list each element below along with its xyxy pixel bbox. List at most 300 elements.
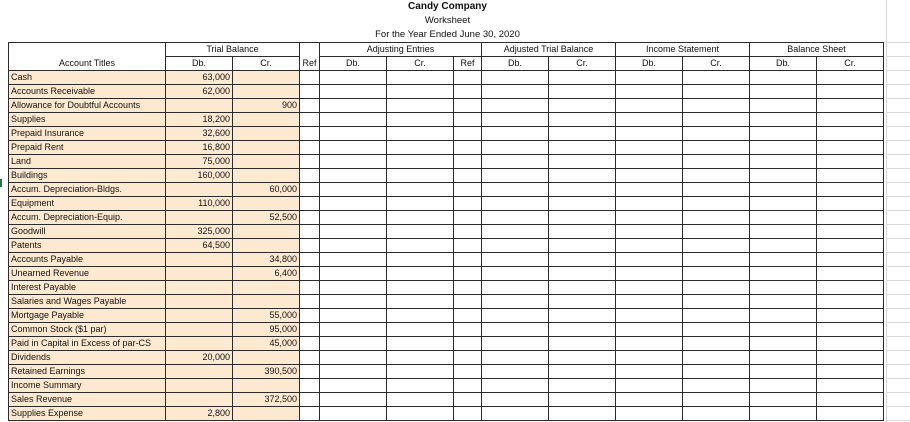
tb-debit-cell[interactable]: 63,000 [166,71,233,85]
bs-credit-cell[interactable] [817,99,884,113]
bs-credit-cell[interactable] [817,141,884,155]
bs-debit-cell[interactable] [750,407,817,421]
is-debit-cell[interactable] [616,239,683,253]
ref-1-cell[interactable] [300,393,320,407]
tb-credit-cell[interactable] [233,295,300,309]
is-debit-cell[interactable] [616,211,683,225]
adj-credit-cell[interactable] [387,169,454,183]
is-debit-cell[interactable] [616,225,683,239]
adj-credit-cell[interactable] [387,239,454,253]
tb-debit-cell[interactable]: 16,800 [166,141,233,155]
adj-debit-cell[interactable] [320,281,387,295]
atb-credit-cell[interactable] [549,155,616,169]
atb-debit-cell[interactable] [482,295,549,309]
tb-credit-cell[interactable] [233,155,300,169]
is-credit-cell[interactable] [683,197,750,211]
ref-2-cell[interactable] [454,183,482,197]
adj-credit-cell[interactable] [387,225,454,239]
ref-1-cell[interactable] [300,85,320,99]
bs-credit-cell[interactable] [817,295,884,309]
is-credit-cell[interactable] [683,365,750,379]
is-credit-cell[interactable] [683,85,750,99]
bs-credit-cell[interactable] [817,379,884,393]
is-credit-cell[interactable] [683,337,750,351]
atb-credit-cell[interactable] [549,169,616,183]
ref-1-cell[interactable] [300,155,320,169]
ref-2-cell[interactable] [454,365,482,379]
bs-debit-cell[interactable] [750,127,817,141]
ref-2-cell[interactable] [454,309,482,323]
bs-debit-cell[interactable] [750,141,817,155]
tb-credit-cell[interactable] [233,169,300,183]
atb-debit-cell[interactable] [482,407,549,421]
atb-debit-cell[interactable] [482,267,549,281]
atb-debit-cell[interactable] [482,393,549,407]
ref-2-cell[interactable] [454,281,482,295]
adj-debit-cell[interactable] [320,85,387,99]
bs-debit-cell[interactable] [750,281,817,295]
is-credit-cell[interactable] [683,267,750,281]
ref-2-cell[interactable] [454,323,482,337]
adj-debit-cell[interactable] [320,253,387,267]
ref-1-cell[interactable] [300,169,320,183]
account-title-cell[interactable]: Accum. Depreciation-Equip. [9,211,166,225]
account-title-cell[interactable]: Supplies [9,113,166,127]
is-debit-cell[interactable] [616,393,683,407]
bs-debit-cell[interactable] [750,99,817,113]
bs-debit-cell[interactable] [750,323,817,337]
atb-credit-cell[interactable] [549,309,616,323]
bs-credit-cell[interactable] [817,225,884,239]
bs-credit-cell[interactable] [817,197,884,211]
bs-credit-cell[interactable] [817,239,884,253]
adj-debit-cell[interactable] [320,183,387,197]
account-title-cell[interactable]: Prepaid Insurance [9,127,166,141]
is-debit-cell[interactable] [616,113,683,127]
adj-debit-cell[interactable] [320,239,387,253]
is-credit-cell[interactable] [683,155,750,169]
adj-credit-cell[interactable] [387,351,454,365]
ref-2-cell[interactable] [454,141,482,155]
ref-1-cell[interactable] [300,197,320,211]
tb-debit-cell[interactable]: 62,000 [166,85,233,99]
ref-2-cell[interactable] [454,337,482,351]
atb-debit-cell[interactable] [482,309,549,323]
bs-credit-cell[interactable] [817,281,884,295]
is-credit-cell[interactable] [683,71,750,85]
tb-debit-cell[interactable]: 64,500 [166,239,233,253]
tb-debit-cell[interactable] [166,267,233,281]
adj-debit-cell[interactable] [320,351,387,365]
atb-debit-cell[interactable] [482,365,549,379]
ref-1-cell[interactable] [300,211,320,225]
account-title-cell[interactable]: Salaries and Wages Payable [9,295,166,309]
is-debit-cell[interactable] [616,99,683,113]
tb-credit-cell[interactable]: 55,000 [233,309,300,323]
bs-credit-cell[interactable] [817,393,884,407]
bs-credit-cell[interactable] [817,323,884,337]
atb-credit-cell[interactable] [549,239,616,253]
adj-credit-cell[interactable] [387,337,454,351]
tb-debit-cell[interactable] [166,379,233,393]
tb-debit-cell[interactable]: 18,200 [166,113,233,127]
atb-debit-cell[interactable] [482,99,549,113]
adj-credit-cell[interactable] [387,379,454,393]
bs-debit-cell[interactable] [750,183,817,197]
account-title-cell[interactable]: Goodwill [9,225,166,239]
atb-credit-cell[interactable] [549,197,616,211]
atb-credit-cell[interactable] [549,365,616,379]
ref-1-cell[interactable] [300,267,320,281]
bs-debit-cell[interactable] [750,365,817,379]
is-credit-cell[interactable] [683,379,750,393]
atb-debit-cell[interactable] [482,183,549,197]
is-credit-cell[interactable] [683,281,750,295]
account-title-cell[interactable]: Equipment [9,197,166,211]
ref-2-cell[interactable] [454,99,482,113]
account-title-cell[interactable]: Interest Payable [9,281,166,295]
adj-credit-cell[interactable] [387,141,454,155]
tb-credit-cell[interactable] [233,197,300,211]
ref-1-cell[interactable] [300,337,320,351]
ref-1-cell[interactable] [300,99,320,113]
adj-credit-cell[interactable] [387,211,454,225]
atb-debit-cell[interactable] [482,211,549,225]
adj-credit-cell[interactable] [387,71,454,85]
adj-credit-cell[interactable] [387,85,454,99]
tb-debit-cell[interactable]: 160,000 [166,169,233,183]
bs-debit-cell[interactable] [750,295,817,309]
adj-debit-cell[interactable] [320,211,387,225]
atb-credit-cell[interactable] [549,267,616,281]
bs-credit-cell[interactable] [817,127,884,141]
account-title-cell[interactable]: Accounts Payable [9,253,166,267]
adj-credit-cell[interactable] [387,197,454,211]
tb-debit-cell[interactable] [166,309,233,323]
adj-debit-cell[interactable] [320,337,387,351]
adj-debit-cell[interactable] [320,323,387,337]
bs-debit-cell[interactable] [750,85,817,99]
tb-debit-cell[interactable]: 2,800 [166,407,233,421]
tb-credit-cell[interactable]: 372,500 [233,393,300,407]
atb-credit-cell[interactable] [549,225,616,239]
account-title-cell[interactable]: Sales Revenue [9,393,166,407]
tb-credit-cell[interactable]: 52,500 [233,211,300,225]
is-credit-cell[interactable] [683,253,750,267]
bs-credit-cell[interactable] [817,253,884,267]
ref-1-cell[interactable] [300,253,320,267]
ref-1-cell[interactable] [300,309,320,323]
adj-debit-cell[interactable] [320,407,387,421]
bs-debit-cell[interactable] [750,197,817,211]
account-title-cell[interactable]: Patents [9,239,166,253]
bs-debit-cell[interactable] [750,239,817,253]
adj-credit-cell[interactable] [387,99,454,113]
account-title-cell[interactable]: Allowance for Doubtful Accounts [9,99,166,113]
adj-debit-cell[interactable] [320,365,387,379]
ref-1-cell[interactable] [300,71,320,85]
is-debit-cell[interactable] [616,351,683,365]
atb-debit-cell[interactable] [482,281,549,295]
is-credit-cell[interactable] [683,225,750,239]
bs-debit-cell[interactable] [750,155,817,169]
is-credit-cell[interactable] [683,309,750,323]
ref-1-cell[interactable] [300,379,320,393]
adj-debit-cell[interactable] [320,225,387,239]
atb-credit-cell[interactable] [549,113,616,127]
tb-credit-cell[interactable]: 900 [233,99,300,113]
atb-debit-cell[interactable] [482,197,549,211]
atb-credit-cell[interactable] [549,211,616,225]
ref-2-cell[interactable] [454,379,482,393]
ref-2-cell[interactable] [454,295,482,309]
adj-debit-cell[interactable] [320,393,387,407]
tb-debit-cell[interactable] [166,281,233,295]
bs-debit-cell[interactable] [750,351,817,365]
tb-credit-cell[interactable] [233,127,300,141]
account-title-cell[interactable]: Accum. Depreciation-Bldgs. [9,183,166,197]
account-title-cell[interactable]: Buildings [9,169,166,183]
bs-credit-cell[interactable] [817,85,884,99]
bs-debit-cell[interactable] [750,211,817,225]
tb-debit-cell[interactable] [166,323,233,337]
tb-credit-cell[interactable] [233,281,300,295]
ref-1-cell[interactable] [300,183,320,197]
adj-credit-cell[interactable] [387,393,454,407]
tb-debit-cell[interactable] [166,183,233,197]
tb-credit-cell[interactable]: 390,500 [233,365,300,379]
account-title-cell[interactable]: Prepaid Rent [9,141,166,155]
ref-2-cell[interactable] [454,155,482,169]
adj-debit-cell[interactable] [320,127,387,141]
adj-debit-cell[interactable] [320,113,387,127]
tb-credit-cell[interactable]: 95,000 [233,323,300,337]
is-debit-cell[interactable] [616,169,683,183]
bs-credit-cell[interactable] [817,71,884,85]
adj-debit-cell[interactable] [320,155,387,169]
is-debit-cell[interactable] [616,85,683,99]
account-title-cell[interactable]: Common Stock ($1 par) [9,323,166,337]
adj-credit-cell[interactable] [387,253,454,267]
adj-debit-cell[interactable] [320,295,387,309]
adj-credit-cell[interactable] [387,365,454,379]
ref-2-cell[interactable] [454,407,482,421]
bs-debit-cell[interactable] [750,393,817,407]
is-debit-cell[interactable] [616,295,683,309]
bs-credit-cell[interactable] [817,169,884,183]
adj-debit-cell[interactable] [320,99,387,113]
tb-debit-cell[interactable]: 325,000 [166,225,233,239]
account-title-cell[interactable]: Land [9,155,166,169]
atb-credit-cell[interactable] [549,393,616,407]
tb-debit-cell[interactable] [166,295,233,309]
ref-2-cell[interactable] [454,253,482,267]
adj-debit-cell[interactable] [320,197,387,211]
ref-1-cell[interactable] [300,323,320,337]
atb-debit-cell[interactable] [482,239,549,253]
atb-debit-cell[interactable] [482,337,549,351]
tb-credit-cell[interactable] [233,225,300,239]
is-debit-cell[interactable] [616,337,683,351]
tb-debit-cell[interactable] [166,211,233,225]
is-debit-cell[interactable] [616,323,683,337]
ref-2-cell[interactable] [454,225,482,239]
is-credit-cell[interactable] [683,169,750,183]
account-title-cell[interactable]: Retained Earnings [9,365,166,379]
ref-1-cell[interactable] [300,351,320,365]
tb-debit-cell[interactable]: 20,000 [166,351,233,365]
ref-2-cell[interactable] [454,113,482,127]
atb-debit-cell[interactable] [482,379,549,393]
is-debit-cell[interactable] [616,309,683,323]
tb-credit-cell[interactable]: 60,000 [233,183,300,197]
ref-1-cell[interactable] [300,407,320,421]
bs-debit-cell[interactable] [750,71,817,85]
is-credit-cell[interactable] [683,323,750,337]
adj-debit-cell[interactable] [320,379,387,393]
atb-debit-cell[interactable] [482,351,549,365]
adj-credit-cell[interactable] [387,309,454,323]
ref-1-cell[interactable] [300,225,320,239]
tb-debit-cell[interactable] [166,253,233,267]
ref-2-cell[interactable] [454,211,482,225]
ref-1-cell[interactable] [300,295,320,309]
bs-credit-cell[interactable] [817,351,884,365]
tb-credit-cell[interactable] [233,113,300,127]
atb-credit-cell[interactable] [549,379,616,393]
tb-credit-cell[interactable] [233,85,300,99]
account-title-cell[interactable]: Unearned Revenue [9,267,166,281]
tb-debit-cell[interactable] [166,337,233,351]
is-debit-cell[interactable] [616,141,683,155]
adj-credit-cell[interactable] [387,183,454,197]
bs-debit-cell[interactable] [750,379,817,393]
is-debit-cell[interactable] [616,71,683,85]
atb-credit-cell[interactable] [549,281,616,295]
ref-1-cell[interactable] [300,113,320,127]
bs-debit-cell[interactable] [750,253,817,267]
bs-credit-cell[interactable] [817,183,884,197]
tb-debit-cell[interactable] [166,365,233,379]
bs-credit-cell[interactable] [817,337,884,351]
atb-debit-cell[interactable] [482,85,549,99]
ref-2-cell[interactable] [454,239,482,253]
adj-credit-cell[interactable] [387,407,454,421]
ref-2-cell[interactable] [454,71,482,85]
ref-1-cell[interactable] [300,365,320,379]
ref-1-cell[interactable] [300,127,320,141]
atb-credit-cell[interactable] [549,337,616,351]
ref-1-cell[interactable] [300,281,320,295]
adj-credit-cell[interactable] [387,267,454,281]
is-debit-cell[interactable] [616,197,683,211]
ref-2-cell[interactable] [454,267,482,281]
atb-debit-cell[interactable] [482,169,549,183]
is-debit-cell[interactable] [616,407,683,421]
bs-credit-cell[interactable] [817,113,884,127]
tb-debit-cell[interactable]: 110,000 [166,197,233,211]
is-credit-cell[interactable] [683,183,750,197]
atb-debit-cell[interactable] [482,113,549,127]
is-credit-cell[interactable] [683,211,750,225]
ref-1-cell[interactable] [300,239,320,253]
bs-debit-cell[interactable] [750,337,817,351]
atb-credit-cell[interactable] [549,253,616,267]
adj-credit-cell[interactable] [387,281,454,295]
account-title-cell[interactable]: Paid in Capital in Excess of par-CS [9,337,166,351]
is-debit-cell[interactable] [616,267,683,281]
bs-credit-cell[interactable] [817,407,884,421]
account-title-cell[interactable]: Cash [9,71,166,85]
ref-2-cell[interactable] [454,197,482,211]
atb-credit-cell[interactable] [549,183,616,197]
bs-debit-cell[interactable] [750,169,817,183]
is-debit-cell[interactable] [616,127,683,141]
is-credit-cell[interactable] [683,99,750,113]
atb-debit-cell[interactable] [482,253,549,267]
adj-debit-cell[interactable] [320,267,387,281]
is-credit-cell[interactable] [683,295,750,309]
atb-debit-cell[interactable] [482,127,549,141]
tb-debit-cell[interactable]: 32,600 [166,127,233,141]
adj-credit-cell[interactable] [387,113,454,127]
atb-credit-cell[interactable] [549,127,616,141]
adj-debit-cell[interactable] [320,141,387,155]
is-credit-cell[interactable] [683,239,750,253]
atb-credit-cell[interactable] [549,141,616,155]
is-credit-cell[interactable] [683,113,750,127]
bs-debit-cell[interactable] [750,309,817,323]
tb-credit-cell[interactable] [233,351,300,365]
adj-credit-cell[interactable] [387,127,454,141]
account-title-cell[interactable]: Supplies Expense [9,407,166,421]
bs-credit-cell[interactable] [817,267,884,281]
ref-2-cell[interactable] [454,393,482,407]
atb-credit-cell[interactable] [549,323,616,337]
is-credit-cell[interactable] [683,141,750,155]
is-debit-cell[interactable] [616,281,683,295]
is-credit-cell[interactable] [683,351,750,365]
account-title-cell[interactable]: Dividends [9,351,166,365]
is-debit-cell[interactable] [616,253,683,267]
bs-credit-cell[interactable] [817,155,884,169]
atb-credit-cell[interactable] [549,99,616,113]
tb-credit-cell[interactable]: 6,400 [233,267,300,281]
atb-credit-cell[interactable] [549,85,616,99]
bs-credit-cell[interactable] [817,365,884,379]
atb-debit-cell[interactable] [482,141,549,155]
atb-debit-cell[interactable] [482,155,549,169]
is-debit-cell[interactable] [616,379,683,393]
atb-debit-cell[interactable] [482,71,549,85]
ref-2-cell[interactable] [454,169,482,183]
tb-credit-cell[interactable] [233,379,300,393]
atb-credit-cell[interactable] [549,71,616,85]
tb-credit-cell[interactable] [233,141,300,155]
bs-credit-cell[interactable] [817,309,884,323]
ref-1-cell[interactable] [300,141,320,155]
account-title-cell[interactable]: Income Summary [9,379,166,393]
account-title-cell[interactable]: Accounts Receivable [9,85,166,99]
ref-2-cell[interactable] [454,85,482,99]
bs-debit-cell[interactable] [750,113,817,127]
tb-debit-cell[interactable] [166,393,233,407]
is-credit-cell[interactable] [683,393,750,407]
atb-debit-cell[interactable] [482,225,549,239]
adj-credit-cell[interactable] [387,323,454,337]
tb-credit-cell[interactable] [233,71,300,85]
adj-debit-cell[interactable] [320,71,387,85]
